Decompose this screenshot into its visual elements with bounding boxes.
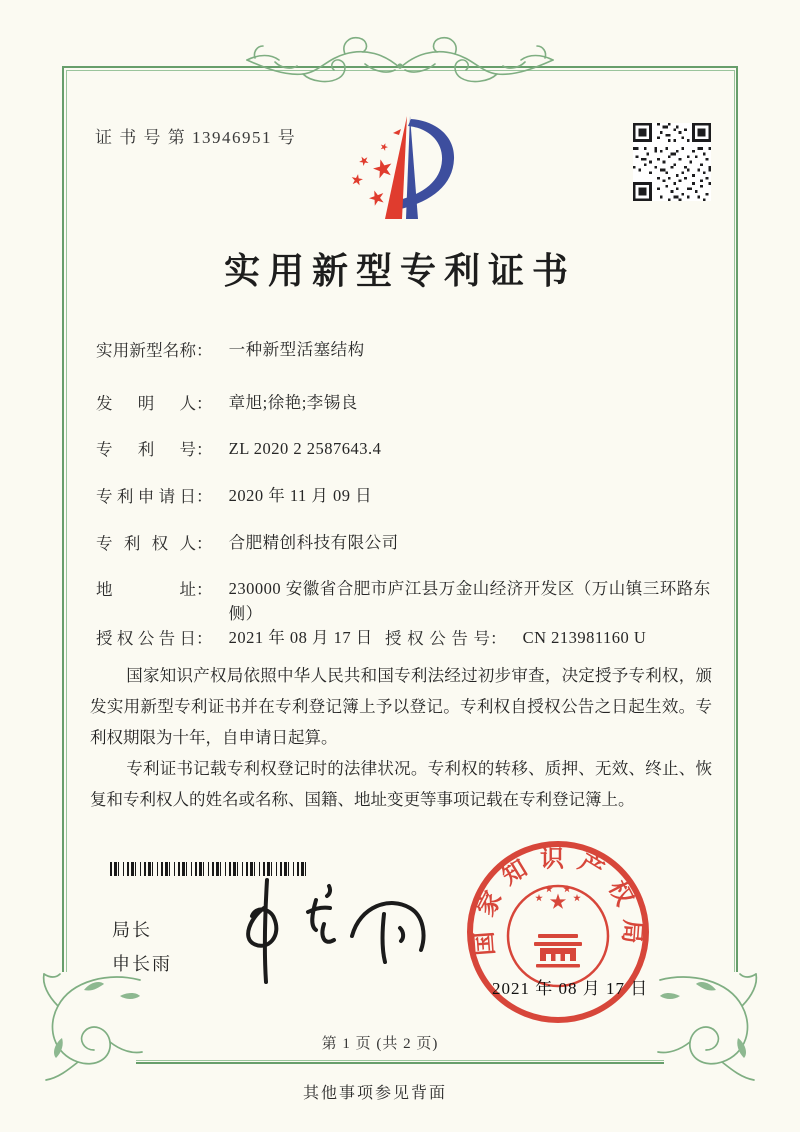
cnipa-logo-icon [333, 113, 473, 231]
field-row-name [96, 337, 734, 362]
certificate-number: 证 书 号 第 13946951 号 [95, 128, 297, 147]
field-label: 地址 [96, 580, 196, 599]
field-value: 合肥精创科技有限公司 [228, 533, 399, 552]
top-dragon-ornament-icon [245, 34, 555, 90]
field-label: 发明人 [96, 394, 196, 413]
field-label: 授权公告日 [96, 629, 196, 648]
field-row-patentee [96, 530, 734, 555]
field-value: 230000 安徽省合肥市庐江县万金山经济开发区（万山镇三环路东侧） [228, 579, 711, 623]
bottom-right-flourish-icon [656, 966, 776, 1088]
field-colon: ： [490, 629, 507, 648]
legal-text-block [90, 660, 712, 815]
field-row-inventors [96, 390, 734, 415]
field-colon: ： [196, 341, 213, 360]
seal-date: 2021 年 08 月 17 日 [492, 979, 649, 998]
commissioner-name: 申长雨 [112, 954, 172, 974]
field-row-address [96, 576, 734, 626]
field-colon: ： [196, 580, 213, 599]
grant-no-group [385, 625, 646, 650]
field-value: 章旭;徐艳;李锡良 [228, 393, 358, 412]
legal-paragraph: 专利证书记载专利权登记时的法律状况。专利权的转移、质押、无效、终止、恢复和专利权人的姓名或名称、国籍、地址变更等事项记载在专利登记簿上。 [90, 759, 712, 809]
seal-text: 国家知识产权局 [470, 846, 646, 957]
commissioner-title: 局长 [112, 920, 152, 940]
commissioner-signature [212, 874, 440, 992]
field-label: 实用新型名称 [96, 341, 196, 360]
grant-no-value: CN 213981160 U [522, 628, 647, 647]
field-label: 专利号 [96, 440, 196, 459]
field-colon: ： [196, 394, 213, 413]
field-colon: ： [196, 534, 213, 553]
field-row-filing-date [96, 483, 734, 508]
qr-code [633, 123, 711, 201]
grant-date-value: 2021 年 08 月 17 日 [228, 628, 373, 647]
field-value: ZL 2020 2 2587643.4 [228, 439, 382, 458]
field-colon: ： [196, 487, 213, 506]
field-colon: ： [196, 440, 213, 459]
field-label: 授权公告号 [385, 629, 490, 648]
field-label: 专利权人 [96, 534, 196, 553]
field-value: 2020 年 11 月 09 日 [228, 486, 373, 505]
field-colon: ： [196, 629, 213, 648]
bottom-left-flourish-icon [24, 966, 144, 1088]
field-row-patent-no [96, 436, 734, 461]
field-label: 专利申请日 [96, 487, 196, 506]
certificate-title: 实用新型专利证书 [223, 251, 576, 291]
legal-paragraph: 国家知识产权局依照中华人民共和国专利法经过初步审查，决定授予专利权，颁发实用新型专利证书并在专利登记簿上予以登记。专利权自授权公告之日起生效。专利权期限为十年，自申请日起算。 [90, 666, 712, 747]
page-number: 第 1 页 (共 2 页) [321, 1036, 439, 1052]
field-row-grant [96, 625, 736, 650]
field-value: 一种新型活塞结构 [228, 340, 365, 359]
back-note: 其他事项参见背面 [302, 1085, 447, 1102]
